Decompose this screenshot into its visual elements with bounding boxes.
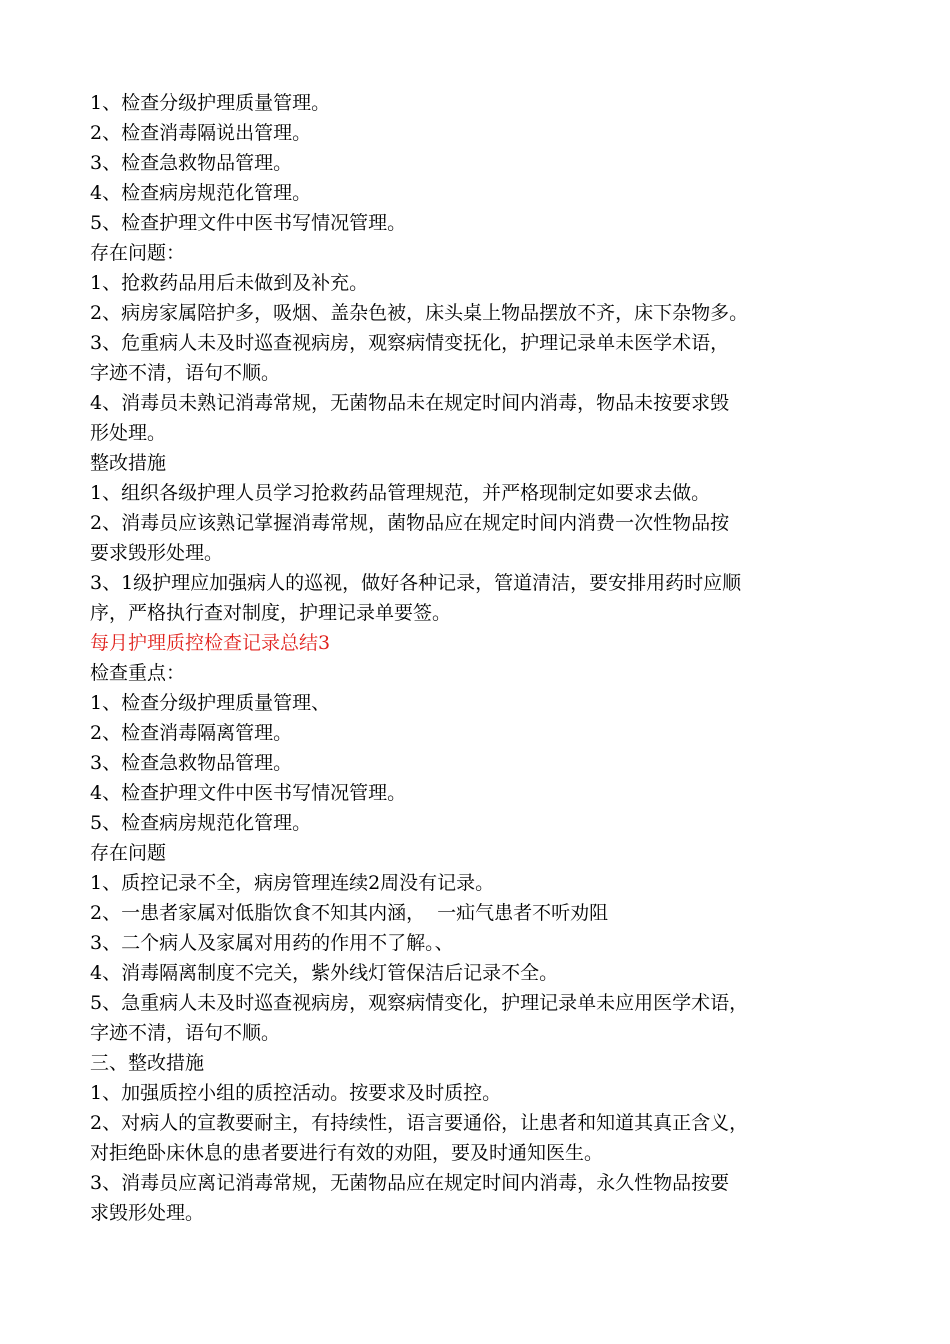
section3-problem-item	[90, 988, 865, 1048]
measure-line-continued: 要求毁形处理。	[90, 542, 224, 564]
section3-check-item: 1、检查分级护理质量管理、	[90, 692, 331, 714]
section3-check-item: 5、检查病房规范化管理。	[90, 812, 312, 834]
problem-line: 1、抢救药品用后未做到及补充。	[90, 272, 369, 294]
problem-line: 4、消毒隔离制度不完关，紫外线灯管保洁后记录不全。	[90, 962, 559, 984]
section3-check-item: 2、检查消毒隔离管理。	[90, 722, 293, 744]
section2-measure-item	[90, 508, 865, 568]
problem-line-continued: 字迹不清，语句不顺。	[90, 1022, 281, 1044]
measure-line-continued: 对拒绝卧床休息的患者要进行有效的劝阻，要及时通知医生。	[90, 1142, 604, 1164]
measure-line: 2、消毒员应该熟记掌握消毒常规，菌物品应在规定时间内消费一次性物品按	[90, 512, 730, 534]
section3-measure-list	[90, 1078, 865, 1228]
problem-line-continued: 字迹不清，语句不顺。	[90, 362, 281, 384]
measure-line-continued: 序，严格执行查对制度，护理记录单要签。	[90, 602, 452, 624]
problem-line: 1、质控记录不全，病房管理连续2周没有记录。	[90, 872, 495, 894]
section3-problem-item	[90, 898, 865, 928]
section2-problem-item	[90, 268, 865, 298]
section2-measure-list	[90, 478, 865, 628]
section2-problem-list	[90, 268, 865, 448]
measure-line: 1、组织各级护理人员学习抢救药品管理规范，并严格现制定如要求去做。	[90, 482, 711, 504]
section2-problem-item	[90, 298, 865, 328]
section2-check-item: 3、检查急救物品管理。	[90, 152, 293, 174]
document-page	[90, 88, 865, 1228]
section3-title: 每月护理质控检查记录总结3	[90, 632, 331, 654]
problem-line: 5、急重病人未及时巡查视病房，观察病情变化，护理记录单未应用医学术语，	[90, 992, 749, 1014]
section3-check-item: 3、检查急救物品管理。	[90, 752, 293, 774]
section3-focus-heading: 检查重点：	[90, 662, 186, 684]
section2-measure-item	[90, 478, 865, 508]
section2-check-item: 4、检查病房规范化管理。	[90, 182, 312, 204]
problem-line-continued: 形处理。	[90, 422, 167, 444]
section3-problem-item	[90, 928, 865, 958]
section3-measure-item	[90, 1108, 865, 1168]
section3-check-list	[90, 688, 865, 838]
problem-line: 2、一患者家属对低脂饮食不知其内涵， 一疝气患者不听劝阻	[90, 902, 609, 924]
section3-problem-item	[90, 958, 865, 988]
section3-measures-heading: 三、整改措施	[90, 1052, 205, 1074]
section3-measure-item	[90, 1078, 865, 1108]
problem-line: 2、病房家属陪护多，吸烟、盖杂色被，床头桌上物品摆放不齐，床下杂物多。	[90, 302, 749, 324]
section2-problems-heading: 存在问题：	[90, 242, 186, 264]
section2-measures-heading: 整改措施	[90, 452, 167, 474]
section2-check-item: 1、检查分级护理质量管理。	[90, 92, 331, 114]
section2-measure-item	[90, 568, 865, 628]
section3-measure-item	[90, 1168, 865, 1228]
measure-line-continued: 求毁形处理。	[90, 1202, 205, 1224]
measure-line: 1、加强质控小组的质控活动。按要求及时质控。	[90, 1082, 502, 1104]
measure-line: 3、1级护理应加强病人的巡视，做好各种记录，管道清洁，要安排用药时应顺	[90, 572, 742, 594]
measure-line: 2、对病人的宣教要耐主，有持续性，语言要通俗，让患者和知道其真正含义，	[90, 1112, 749, 1134]
section3-check-item: 4、检查护理文件中医书写情况管理。	[90, 782, 407, 804]
section3-problem-list	[90, 868, 865, 1048]
section2-check-item: 2、检查消毒隔说出管理。	[90, 122, 312, 144]
section3-problem-item	[90, 868, 865, 898]
measure-line: 3、消毒员应离记消毒常规，无菌物品应在规定时间内消毒，永久性物品按要	[90, 1172, 730, 1194]
section2-check-list	[90, 88, 865, 238]
section3-problems-heading: 存在问题	[90, 842, 167, 864]
section2-check-item: 5、检查护理文件中医书写情况管理。	[90, 212, 407, 234]
section2-problem-item	[90, 328, 865, 388]
problem-line: 3、二个病人及家属对用药的作用不了解。、	[90, 932, 454, 954]
problem-line: 4、消毒员未熟记消毒常规，无菌物品未在规定时间内消毒，物品未按要求毁	[90, 392, 730, 414]
problem-line: 3、危重病人未及时巡查视病房，观察病情变抚化，护理记录单未医学术语，	[90, 332, 730, 354]
section2-problem-item	[90, 388, 865, 448]
